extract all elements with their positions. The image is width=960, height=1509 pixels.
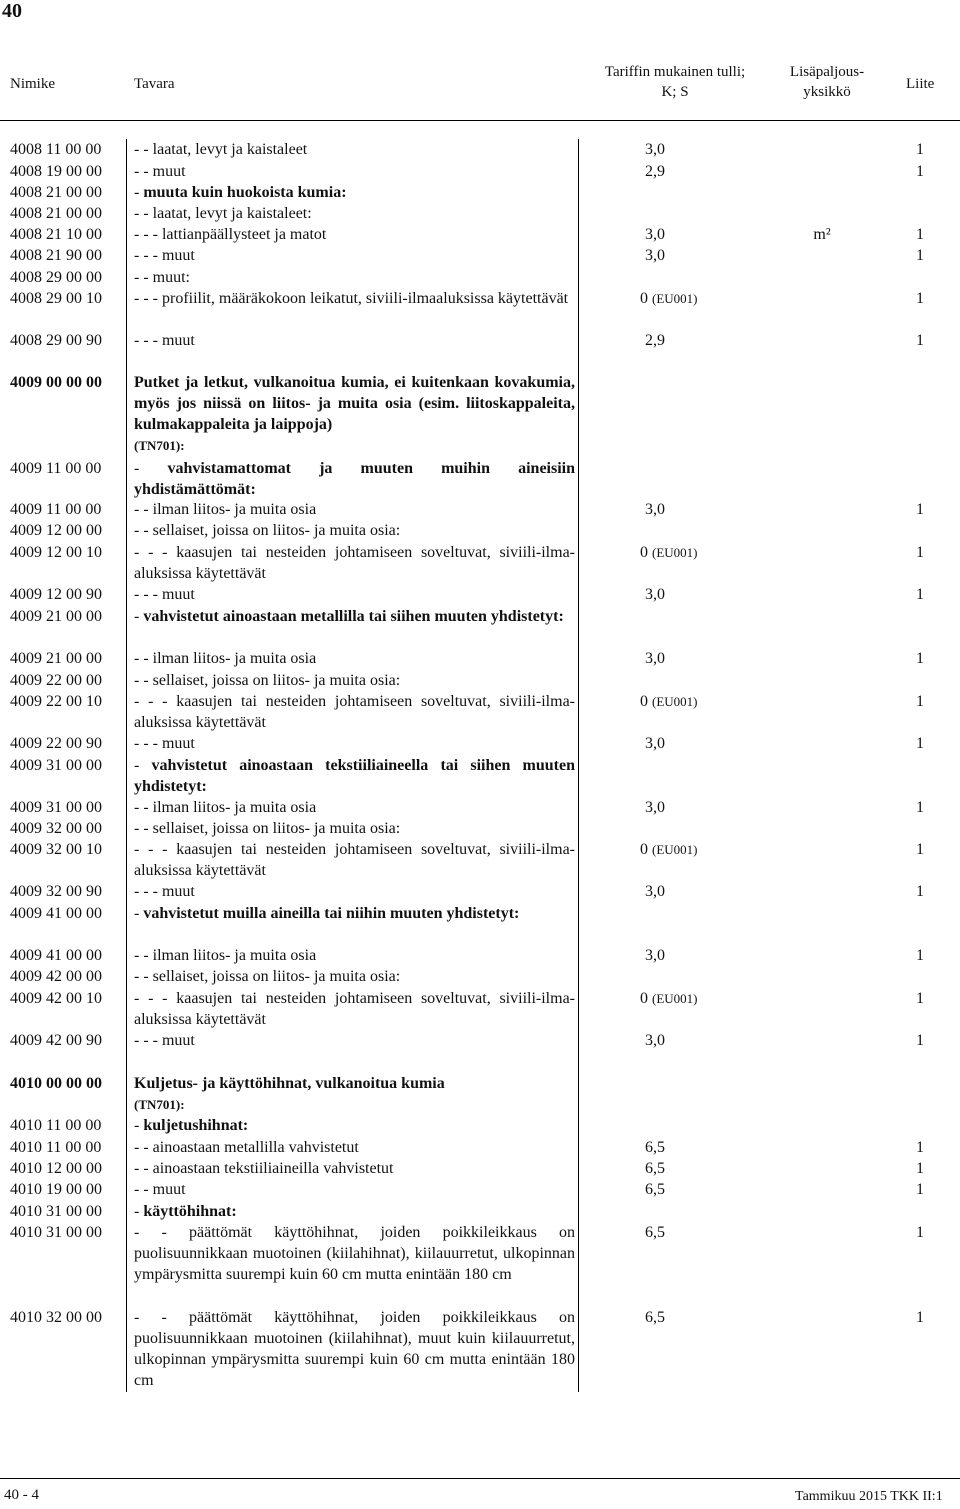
row-duty-value: 3,0 (645, 799, 665, 816)
row-description (134, 499, 575, 520)
row-code: 4009 42 00 10 (10, 990, 102, 1007)
row-description-text: vahvistetut ainoastaan metallilla tai siihen muuten yhdistetyt: (143, 608, 564, 625)
row-dash: - (134, 184, 144, 201)
row-description-text: muut (161, 735, 195, 752)
row-description (134, 1030, 575, 1051)
row-description (134, 606, 575, 627)
row-description (134, 1115, 575, 1136)
row-code: 4008 21 10 00 (10, 226, 102, 243)
row-code: 4008 11 00 00 (10, 141, 102, 158)
row-duty-value: 2,9 (645, 332, 665, 349)
row-duty-value: 6,5 (645, 1309, 665, 1326)
row-dash: - - - (134, 735, 162, 752)
column-divider-2 (578, 139, 579, 1392)
row-duty (590, 733, 720, 754)
row-duty-value: 3,0 (645, 735, 665, 752)
row-code: 4009 12 00 90 (10, 586, 102, 603)
row-description (134, 245, 575, 266)
row-code: 4009 12 00 00 (10, 522, 102, 539)
row-description (134, 1137, 575, 1158)
row-dash: - - - (134, 990, 177, 1007)
row-code: 4009 11 00 00 (10, 460, 102, 477)
row-duty (590, 499, 720, 520)
row-dash: - - - (134, 247, 162, 264)
row-code: 4008 29 00 90 (10, 332, 102, 349)
row-annex: 1 (916, 735, 924, 752)
row-duty-value: 6,5 (645, 1181, 665, 1198)
row-description (134, 224, 575, 245)
row-description-text: laatat, levyt ja kaistaleet: (152, 205, 312, 222)
row-description-text: Kuljetus- ja käyttöhihnat, vulkanoitua kumia (134, 1075, 445, 1092)
row-code: 4009 11 00 00 (10, 501, 102, 518)
row-code: 4010 31 00 00 (10, 1203, 102, 1220)
row-description (134, 1307, 575, 1391)
header-unit (775, 64, 879, 101)
row-annex: 1 (916, 332, 924, 349)
row-description (134, 945, 575, 966)
header-goods: Tavara (134, 76, 175, 92)
row-duty-note: (EU001) (652, 991, 698, 1006)
row-note: (TN701): (134, 438, 185, 453)
row-note: (TN701): (134, 1097, 185, 1112)
row-description (134, 966, 575, 987)
row-description-text: laatat, levyt ja kaistaleet (152, 141, 308, 158)
row-code: 4009 21 00 00 (10, 650, 102, 667)
row-description (134, 267, 575, 288)
row-description (134, 818, 575, 839)
row-code: 4009 42 00 00 (10, 968, 102, 985)
row-duty-value: 3,0 (645, 247, 665, 264)
row-dash: - - - (134, 586, 162, 603)
row-description-text: kaasujen tai nesteiden johtamiseen soveltuvat, siviili-ilma-aluksissa käytettävät (134, 544, 575, 582)
row-duty (640, 691, 712, 712)
row-annex: 1 (916, 226, 924, 243)
row-duty-value: 0 (640, 544, 648, 561)
row-description (134, 161, 575, 182)
header-unit-line2: yksikkö (803, 84, 851, 100)
row-code: 4009 42 00 90 (10, 1032, 102, 1049)
row-description-text: muuta kuin huokoista kumia: (143, 184, 347, 201)
row-code: 4008 29 00 00 (10, 269, 102, 286)
row-duty (640, 542, 712, 563)
row-duty-value: 3,0 (645, 141, 665, 158)
row-description (134, 203, 575, 224)
row-annex: 1 (916, 1139, 924, 1156)
page-number: 40 (2, 0, 22, 22)
row-dash: - - (134, 1224, 190, 1241)
row-annex: 1 (916, 650, 924, 667)
row-description (134, 1222, 575, 1285)
row-description-text: profiilit, määräkokoon leikatut, siviili-ilmaaluksissa käytettävät (161, 290, 569, 307)
row-description (134, 1179, 575, 1200)
row-code: 4010 31 00 00 (10, 1224, 102, 1241)
row-dash: - - (134, 820, 153, 837)
row-code: 4010 11 00 00 (10, 1139, 102, 1156)
row-duty (590, 1030, 720, 1051)
row-dash: - (134, 1203, 144, 1220)
row-code: 4009 32 00 90 (10, 883, 102, 900)
row-duty (640, 988, 712, 1009)
row-description-text: muut (161, 586, 195, 603)
header-rule (0, 120, 960, 121)
row-code: 4010 00 00 00 (10, 1075, 102, 1092)
row-description-text: kaasujen tai nesteiden johtamiseen soveltuvat, siviili-ilma-aluksissa käytettävät (134, 841, 575, 879)
row-dash: - - (134, 1160, 153, 1177)
row-duty-value: 3,0 (645, 501, 665, 518)
row-code: 4010 32 00 00 (10, 1309, 102, 1326)
row-description-text: ainoastaan tekstiiliaineilla vahvistetut (152, 1160, 394, 1177)
row-description-text: sellaiset, joissa on liitos- ja muita osia: (152, 820, 401, 837)
row-description (134, 839, 575, 881)
row-description-text: kaasujen tai nesteiden johtamiseen soveltuvat, siviili-ilma-aluksissa käytettävät (134, 990, 575, 1028)
row-dash: - - - (134, 883, 162, 900)
header-code: Nimike (10, 76, 55, 92)
row-description (134, 182, 575, 203)
row-description (134, 330, 575, 351)
row-duty-value: 3,0 (645, 947, 665, 964)
row-duty-value: 3,0 (645, 883, 665, 900)
row-duty (590, 330, 720, 351)
row-description (134, 1201, 575, 1222)
row-description-text: muut: (152, 269, 190, 286)
row-description (134, 797, 575, 818)
row-dash: - - (134, 501, 153, 518)
row-description-text: sellaiset, joissa on liitos- ja muita osia: (152, 968, 401, 985)
row-annex: 1 (916, 1181, 924, 1198)
row-code: 4008 21 90 00 (10, 247, 102, 264)
row-description-text: Putket ja letkut, vulkanoitua kumia, ei kuitenkaan kovakumia, myös jos niissä on liitos- ja muita osia (esim. liitoskappaleita, kulmakappaleita ja laippoja) (134, 374, 575, 433)
header-annex: Liite (906, 76, 935, 92)
header-duty-line2: K; S (661, 84, 689, 100)
row-description (134, 139, 575, 160)
row-description (134, 733, 575, 754)
row-description (134, 520, 575, 541)
row-description-text: käyttöhihnat: (143, 1203, 237, 1220)
row-code: 4009 41 00 00 (10, 905, 102, 922)
footer-right: Tammikuu 2015 TKK II:1 (795, 1489, 943, 1504)
row-duty-value: 0 (640, 693, 648, 710)
row-description-text: ilman liitos- ja muita osia (152, 501, 317, 518)
row-duty-value: 0 (640, 990, 648, 1007)
row-code: 4009 32 00 00 (10, 820, 102, 837)
row-code: 4010 12 00 00 (10, 1160, 102, 1177)
row-duty (640, 288, 712, 309)
row-description-text: ainoastaan metallilla vahvistetut (152, 1139, 359, 1156)
row-dash: - - - (134, 841, 177, 858)
row-dash: - - - (134, 1032, 162, 1049)
row-duty (590, 648, 720, 669)
row-duty (590, 224, 720, 245)
row-description-text: muut (152, 1181, 186, 1198)
row-code: 4009 21 00 00 (10, 608, 102, 625)
row-annex: 1 (916, 883, 924, 900)
row-duty (590, 245, 720, 266)
row-annex: 1 (916, 1160, 924, 1177)
row-code: 4008 21 00 00 (10, 184, 102, 201)
row-description (134, 458, 575, 500)
row-code: 4008 29 00 10 (10, 290, 102, 307)
row-duty-value: 0 (640, 841, 648, 858)
footer-left: 40 - 4 (4, 1487, 39, 1503)
row-description-text: muut (161, 883, 195, 900)
row-dash: - - (134, 968, 153, 985)
row-description-text: muut (161, 247, 195, 264)
row-duty (590, 1222, 720, 1243)
row-dash: - - - (134, 544, 177, 561)
row-description-text: päättömät käyttöhihnat, joiden poikkileikkaus on puolisuunnikkaan muotoinen (kiilahihnat), muut kuin kiilauurretut, ulkopinnan ympärysmitta suurempi kuin 60 cm mutta enintään 180 cm (134, 1309, 575, 1389)
row-annex: 1 (916, 990, 924, 1007)
row-dash: - - (134, 672, 153, 689)
row-description-text: lattianpäällysteet ja matot (161, 226, 327, 243)
row-dash: - - - (134, 693, 177, 710)
row-description-text: sellaiset, joissa on liitos- ja muita osia: (152, 672, 401, 689)
row-duty-value: 6,5 (645, 1139, 665, 1156)
header-duty-line1: Tariffin mukainen tulli; (604, 64, 746, 80)
row-annex: 1 (916, 1309, 924, 1326)
row-duty-note: (EU001) (652, 291, 698, 306)
row-dash: - (134, 905, 144, 922)
row-description (134, 691, 575, 733)
row-code: 4009 41 00 00 (10, 947, 102, 964)
row-code: 4009 31 00 00 (10, 799, 102, 816)
row-code: 4009 22 00 00 (10, 672, 102, 689)
row-dash: - - - (134, 332, 162, 349)
row-code: 4009 31 00 00 (10, 757, 102, 774)
row-description (134, 670, 575, 691)
row-annex: 1 (916, 841, 924, 858)
row-annex: 1 (916, 1032, 924, 1049)
row-description-text: vahvistamattomat ja muuten muihin aineisiin yhdistämättömät: (134, 460, 576, 498)
row-code: 4010 19 00 00 (10, 1181, 102, 1198)
row-description (134, 755, 575, 797)
row-duty (590, 945, 720, 966)
row-unit: m² (813, 226, 831, 243)
row-code: 4008 21 00 00 (10, 205, 102, 222)
row-annex: 1 (916, 247, 924, 264)
header-duty (600, 64, 750, 101)
row-code: 4009 12 00 10 (10, 544, 102, 561)
row-annex: 1 (916, 141, 924, 158)
row-dash: - - (134, 947, 153, 964)
row-description (134, 881, 575, 902)
row-dash: - - (134, 141, 153, 158)
row-dash: - (134, 608, 144, 625)
row-description (134, 648, 575, 669)
row-dash: - - - (134, 290, 162, 307)
row-description-text: sellaiset, joissa on liitos- ja muita osia: (152, 522, 401, 539)
row-dash: - - (134, 205, 153, 222)
row-description-text: päättömät käyttöhihnat, joiden poikkileikkaus on puolisuunnikkaan muotoinen (kiilahihnat), kiilauurretut, ulkopinnan ympärysmitta suurempi kuin 60 cm mutta enintään 180 cm (134, 1224, 575, 1283)
footer-rule (0, 1478, 960, 1479)
row-description-text: ilman liitos- ja muita osia (152, 947, 317, 964)
row-description (134, 1158, 575, 1179)
row-annex: 1 (916, 586, 924, 603)
row-code: 4010 11 00 00 (10, 1117, 102, 1134)
row-duty (590, 1158, 720, 1179)
row-duty (590, 1179, 720, 1200)
row-duty-value: 3,0 (645, 226, 665, 243)
row-dash: - (134, 1117, 144, 1134)
row-description-text: vahvistetut muilla aineilla tai niihin muuten yhdistetyt: (143, 905, 520, 922)
row-duty-value: 3,0 (645, 650, 665, 667)
row-duty-value: 0 (640, 290, 648, 307)
row-duty-note: (EU001) (652, 842, 698, 857)
row-duty (590, 584, 720, 605)
row-duty (590, 1307, 720, 1328)
row-dash: - - (134, 799, 153, 816)
row-code: 4009 22 00 10 (10, 693, 102, 710)
row-description (134, 903, 575, 924)
row-description-text: vahvistetut ainoastaan tekstiiliaineella tai siihen muuten yhdistetyt: (134, 757, 576, 795)
row-annex: 1 (916, 947, 924, 964)
row-dash: - (134, 460, 168, 477)
row-description-text: muut (152, 163, 186, 180)
row-duty-value: 2,9 (645, 163, 665, 180)
row-duty (590, 797, 720, 818)
row-duty-value: 6,5 (645, 1224, 665, 1241)
header-unit-line1: Lisäpaljous- (789, 64, 865, 80)
row-annex: 1 (916, 799, 924, 816)
row-annex: 1 (916, 544, 924, 561)
row-description-text: kaasujen tai nesteiden johtamiseen soveltuvat, siviili-ilma-aluksissa käytettävät (134, 693, 575, 731)
row-duty (590, 1137, 720, 1158)
row-dash: - - - (134, 226, 162, 243)
row-dash: - - (134, 1309, 190, 1326)
row-description-text: muut (161, 332, 195, 349)
row-dash: - - (134, 650, 153, 667)
row-description (134, 988, 575, 1030)
row-code: 4009 32 00 10 (10, 841, 102, 858)
row-duty-note: (EU001) (652, 545, 698, 560)
column-divider-1 (126, 139, 127, 1392)
row-annex: 1 (916, 693, 924, 710)
row-dash: - - (134, 163, 153, 180)
row-duty-value: 3,0 (645, 1032, 665, 1049)
row-description (134, 372, 575, 456)
row-code: 4009 00 00 00 (10, 374, 102, 391)
row-description (134, 1073, 575, 1115)
row-duty (590, 139, 720, 160)
row-annex: 1 (916, 163, 924, 180)
row-dash: - - (134, 1139, 153, 1156)
row-code: 4009 22 00 90 (10, 735, 102, 752)
row-description-text: ilman liitos- ja muita osia (152, 799, 317, 816)
row-duty (590, 161, 720, 182)
row-description-text: kuljetushihnat: (143, 1117, 249, 1134)
row-description-text: muut (161, 1032, 195, 1049)
row-duty (640, 839, 712, 860)
row-description (134, 584, 575, 605)
row-dash: - - (134, 522, 153, 539)
row-duty-value: 3,0 (645, 586, 665, 603)
row-description-text: ilman liitos- ja muita osia (152, 650, 317, 667)
row-description (134, 288, 575, 309)
row-duty-value: 6,5 (645, 1160, 665, 1177)
row-annex: 1 (916, 290, 924, 307)
row-duty-note: (EU001) (652, 694, 698, 709)
row-dash: - - (134, 269, 153, 286)
row-dash: - - (134, 1181, 153, 1198)
row-code: 4008 19 00 00 (10, 163, 102, 180)
row-duty (590, 881, 720, 902)
row-annex: 1 (916, 501, 924, 518)
row-description (134, 542, 575, 584)
row-annex: 1 (916, 1224, 924, 1241)
row-dash: - (134, 757, 152, 774)
